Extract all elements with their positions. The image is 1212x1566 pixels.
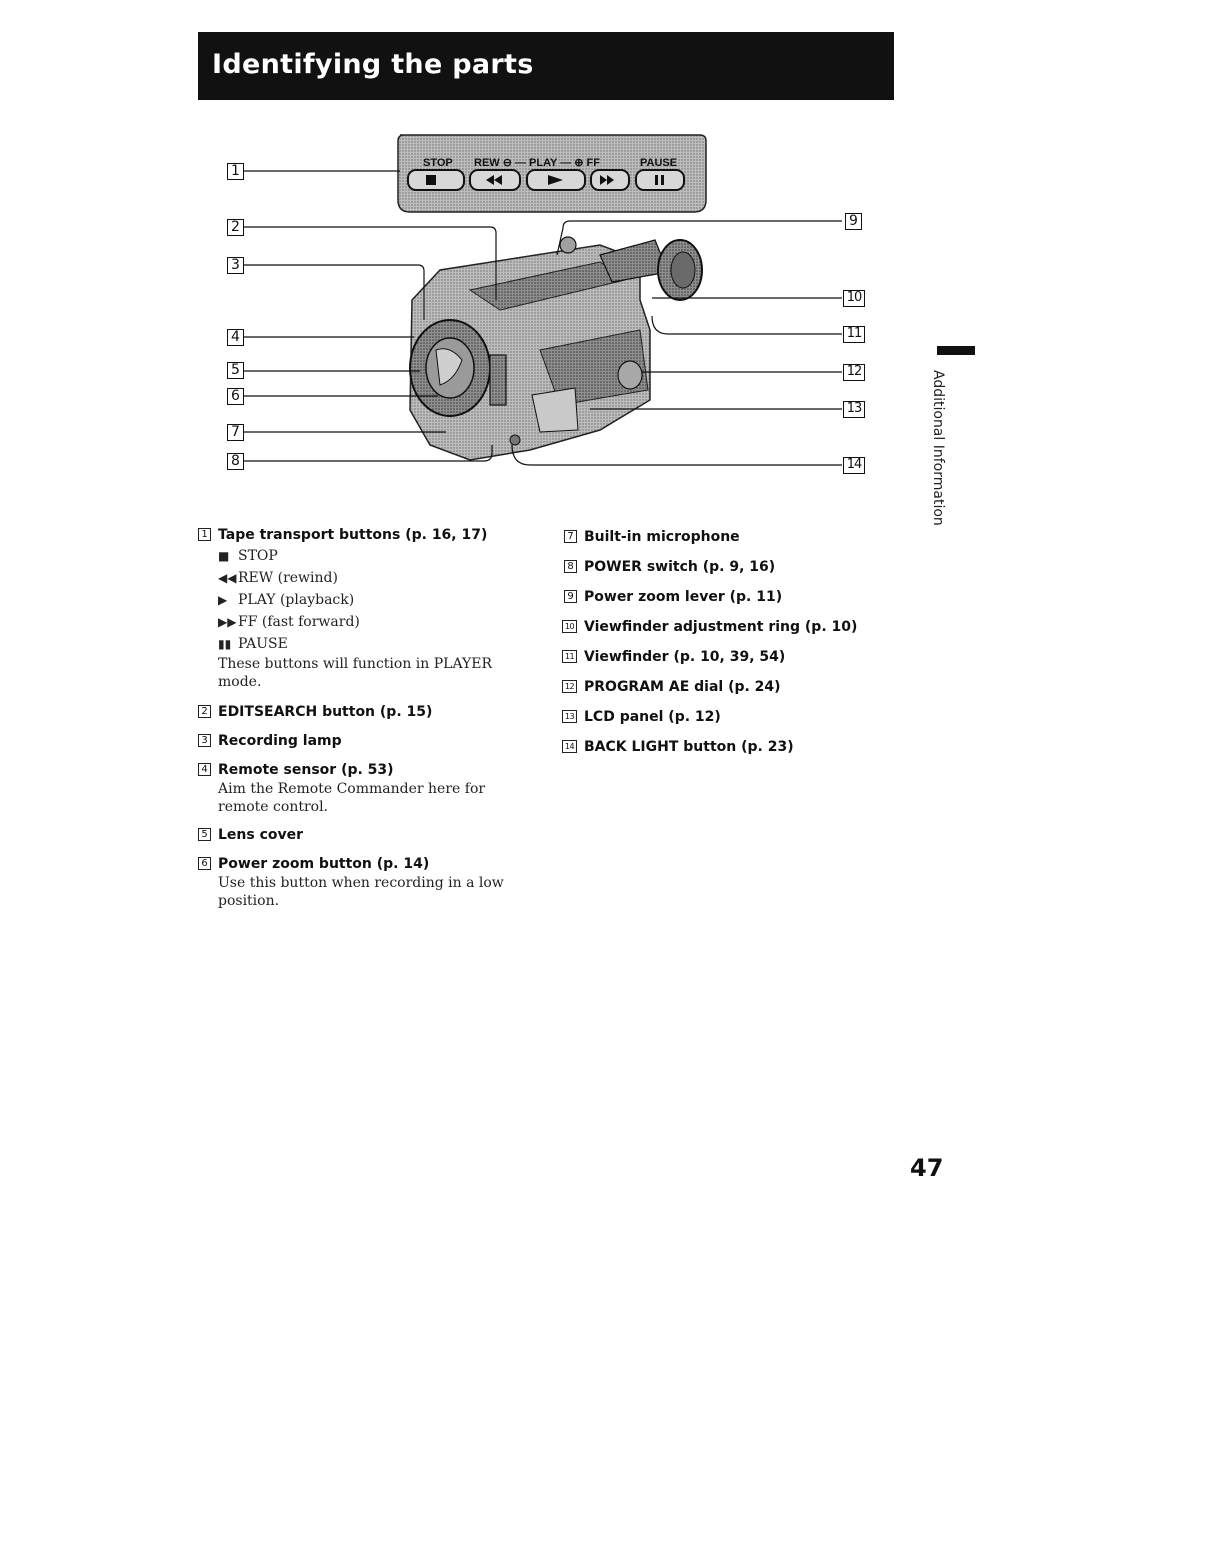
camcorder-illustration — [0, 0, 1212, 520]
list-item — [564, 678, 884, 697]
panel-label-pause: PAUSE — [640, 157, 678, 169]
list-item — [198, 732, 518, 751]
panel-label-stop: STOP — [423, 157, 453, 169]
list-item — [198, 826, 518, 845]
item-title: Lens cover — [218, 827, 304, 843]
callout-2: 2 — [227, 219, 244, 236]
item-title: LCD panel (p. 12) — [584, 709, 721, 725]
callout-11: 11 — [843, 326, 865, 343]
list-item — [198, 703, 518, 722]
list-item — [564, 528, 884, 547]
list-item — [564, 588, 884, 607]
page-title: Identifying the parts — [212, 49, 534, 80]
callout-6: 6 — [227, 388, 244, 405]
section-tab — [930, 370, 950, 530]
subitem-rew: ◀◀ REW (rewind) — [218, 567, 518, 589]
subitem-ff: ▶▶ FF (fast forward) — [218, 611, 518, 633]
list-item — [564, 618, 884, 637]
item-title: Power zoom lever (p. 11) — [584, 589, 783, 605]
callout-13: 13 — [843, 401, 865, 418]
list-item — [564, 708, 884, 727]
callout-3: 3 — [227, 257, 244, 274]
panel-label-rew-play-ff: REW ⊖ — PLAY — ⊕ FF — [474, 157, 601, 169]
item-title: Viewfinder (p. 10, 39, 54) — [584, 649, 786, 665]
page-number: 47 — [910, 1154, 944, 1182]
item-title: Remote sensor (p. 53) — [218, 762, 394, 778]
item-number: 14 — [562, 740, 577, 753]
list-item — [564, 648, 884, 667]
callout-4: 4 — [227, 329, 244, 346]
stop-icon: ■ — [218, 549, 230, 563]
item-title: Built-in microphone — [584, 529, 740, 545]
item-number: 2 — [198, 705, 211, 718]
list-item — [564, 738, 884, 757]
zoom-button-graphic — [490, 355, 506, 405]
item-title: POWER switch (p. 9, 16) — [584, 559, 776, 575]
item-title: Recording lamp — [218, 733, 342, 749]
pause-icon: ▮▮ — [218, 637, 232, 651]
fast-forward-icon: ▶▶ — [218, 615, 237, 629]
item-description: These buttons will function in PLAYER mode. — [218, 656, 492, 690]
callout-10: 10 — [843, 290, 865, 307]
button-panel-inset — [398, 135, 706, 212]
subitem-play: ▶ PLAY (playback) — [218, 589, 518, 611]
camcorder-figure — [0, 0, 1212, 520]
item-description: Use this button when recording in a low position. — [218, 875, 504, 909]
item-number: 3 — [198, 734, 211, 747]
item-number: 7 — [564, 530, 577, 543]
callout-12: 12 — [843, 364, 865, 381]
parts-list-right — [564, 528, 884, 768]
item-number: 8 — [564, 560, 577, 573]
item-number: 10 — [562, 620, 577, 633]
item-number: 12 — [562, 680, 577, 693]
callout-7: 7 — [227, 424, 244, 441]
section-tab-marker — [937, 346, 975, 355]
list-item — [564, 558, 884, 577]
callout-1: 1 — [227, 163, 244, 180]
subitem-stop: ■ STOP — [218, 545, 518, 567]
item-number: 6 — [198, 857, 211, 870]
item-number: 9 — [564, 590, 577, 603]
rewind-icon: ◀◀ — [218, 571, 237, 585]
item-title: Tape transport buttons (p. 16, 17) — [218, 527, 488, 543]
item-number: 13 — [562, 710, 577, 723]
item-title: BACK LIGHT button (p. 23) — [584, 739, 794, 755]
list-item — [198, 526, 518, 691]
callout-9: 9 — [845, 213, 862, 230]
list-item — [198, 855, 518, 910]
callout-8: 8 — [227, 453, 244, 470]
item-title: PROGRAM AE dial (p. 24) — [584, 679, 781, 695]
parts-list-left — [198, 526, 518, 920]
item-title: Power zoom button (p. 14) — [218, 856, 430, 872]
item-description: Aim the Remote Commander here for remote control. — [218, 781, 486, 815]
pause-button-graphic — [636, 170, 684, 190]
item-number: 4 — [198, 763, 211, 776]
callout-5: 5 — [227, 362, 244, 379]
section-tab-label: Additional Information — [930, 370, 946, 526]
item-title: Viewfinder adjustment ring (p. 10) — [584, 619, 858, 635]
item-title: EDITSEARCH button (p. 15) — [218, 704, 433, 720]
item-number: 1 — [198, 528, 211, 541]
item-number: 11 — [562, 650, 577, 663]
subitem-pause: ▮▮ PAUSE — [218, 633, 518, 655]
list-item — [198, 761, 518, 816]
callout-14: 14 — [843, 457, 865, 474]
play-icon: ▶ — [218, 593, 228, 607]
item-number: 5 — [198, 828, 211, 841]
camcorder-body — [410, 237, 702, 460]
